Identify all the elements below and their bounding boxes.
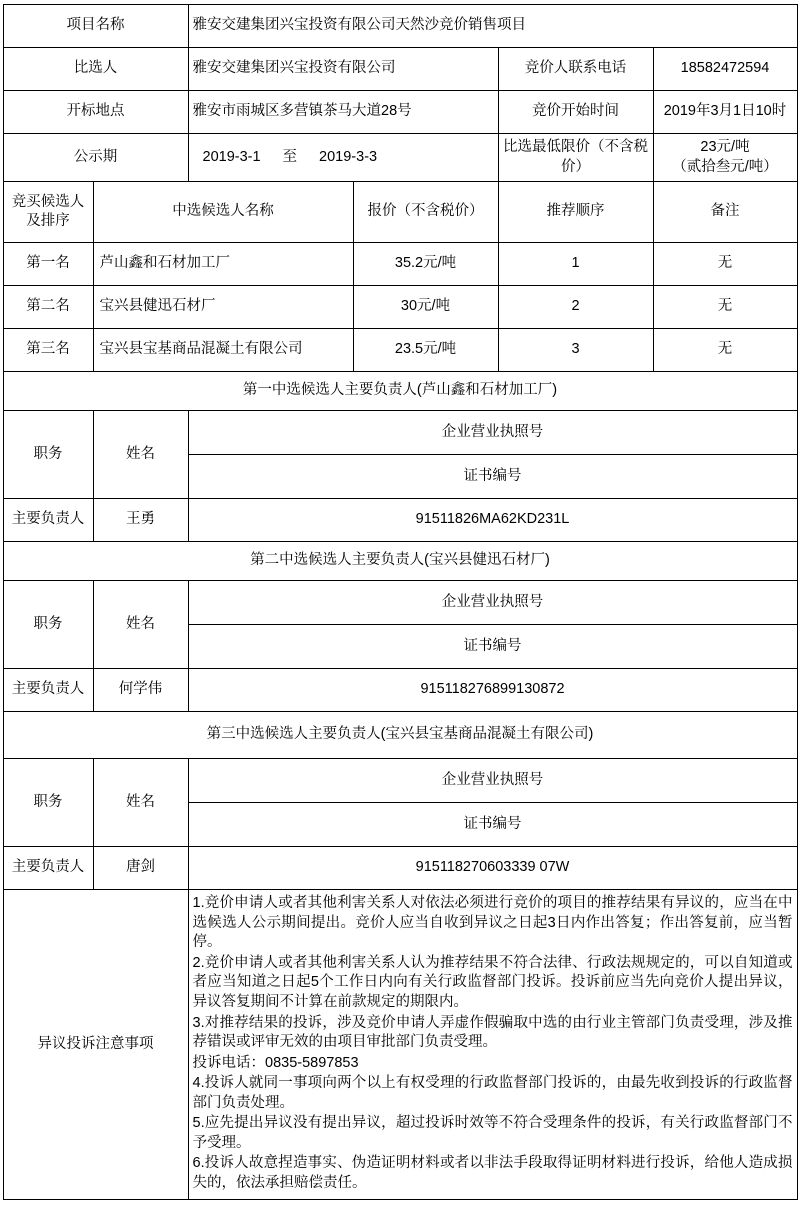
cert-header: 证书编号 <box>188 625 797 669</box>
person-name: 何学伟 <box>93 669 188 712</box>
candidate-order: 2 <box>498 286 653 329</box>
candidate-remark: 无 <box>653 329 797 372</box>
table-row-location <box>3 91 797 134</box>
candidates-rank-header-line1: 竞买候选人 <box>11 193 85 210</box>
table-row <box>3 286 797 329</box>
section-value-row-3 <box>3 847 797 890</box>
section-title: 第三中选候选人主要负责人(宝兴县宝基商品混凝土有限公司) <box>3 712 797 759</box>
duty-header: 职务 <box>3 411 93 499</box>
candidate-price: 35.2元/吨 <box>353 243 498 286</box>
person-name: 唐剑 <box>93 847 188 890</box>
candidate-name: 宝兴县宝基商品混凝土有限公司 <box>93 329 353 372</box>
candidates-rank-header <box>3 182 93 243</box>
person-name: 王勇 <box>93 499 188 542</box>
publicity-period <box>188 134 498 182</box>
project-label: 项目名称 <box>3 5 188 48</box>
license-header: 企业营业执照号 <box>188 759 797 803</box>
candidates-rank-header-line2: 及排序 <box>26 213 70 230</box>
candidate-order: 3 <box>498 329 653 372</box>
section-title: 第一中选候选人主要负责人(芦山鑫和石材加工厂) <box>3 372 797 411</box>
name-header: 姓名 <box>93 581 188 669</box>
section-header-row-2 <box>3 581 797 625</box>
candidates-name-header: 中选候选人名称 <box>93 182 353 243</box>
start-time-value: 2019年3月1日10时 <box>653 91 797 134</box>
candidate-price: 30元/吨 <box>353 286 498 329</box>
bidder-phone-label: 竞价人联系电话 <box>498 48 653 91</box>
section-value-row-1 <box>3 499 797 542</box>
publicity-from: 2019-3-1 <box>202 148 261 165</box>
candidate-name: 宝兴县健迅石材厂 <box>93 286 353 329</box>
candidate-remark: 无 <box>653 286 797 329</box>
notice-label: 异议投诉注意事项 <box>3 890 188 1199</box>
name-header: 姓名 <box>93 759 188 847</box>
section-value-row-2 <box>3 669 797 712</box>
bid-result-table <box>3 4 798 1200</box>
license-header: 企业营业执照号 <box>188 411 797 455</box>
candidates-header-row <box>3 182 797 243</box>
candidate-name: 芦山鑫和石材加工厂 <box>93 243 353 286</box>
table-row-project <box>3 5 797 48</box>
location-label: 开标地点 <box>3 91 188 134</box>
candidates-remark-header: 备注 <box>653 182 797 243</box>
min-price-line2: （贰拾叁元/吨） <box>672 158 778 175</box>
duty-header: 职务 <box>3 581 93 669</box>
bidder-phone-value: 18582472594 <box>653 48 797 91</box>
table-row <box>3 329 797 372</box>
notice-content <box>188 890 797 1199</box>
license-header: 企业营业执照号 <box>188 581 797 625</box>
section-header-row-3 <box>3 759 797 803</box>
table-row-publicity <box>3 134 797 182</box>
location-value: 雅安市雨城区多营镇茶马大道28号 <box>188 91 498 134</box>
section-title-row-1 <box>3 372 797 411</box>
section-title-row-2 <box>3 542 797 581</box>
start-time-label: 竞价开始时间 <box>498 91 653 134</box>
duty-header: 职务 <box>3 759 93 847</box>
min-price-line1: 23元/吨 <box>700 139 750 155</box>
table-row-bidder <box>3 48 797 91</box>
notice-row <box>3 890 797 1199</box>
duty-value: 主要负责人 <box>3 847 93 890</box>
notice-item: 3.对推荐结果的投诉，涉及竞价申请人弄虚作假骗取中选的由行业主管部门负责受理，涉及推荐错误或评审无效的由项目审批部门负责受理。 <box>192 1014 793 1051</box>
duty-value: 主要负责人 <box>3 669 93 712</box>
candidate-remark: 无 <box>653 243 797 286</box>
notice-item: 1.竞价申请人或者其他利害关系人对依法必须进行竞价的项目的推荐结果有异议的，应当在中选候选人公示期间提出。竞价人应当自收到异议之日起3日内作出答复；作出答复前，应当暂停。 <box>192 895 793 951</box>
candidate-rank: 第一名 <box>3 243 93 286</box>
candidate-rank: 第二名 <box>3 286 93 329</box>
candidate-rank: 第三名 <box>3 329 93 372</box>
duty-value: 主要负责人 <box>3 499 93 542</box>
min-price-label: 比选最低限价（不含税价） <box>498 134 653 182</box>
candidate-price: 23.5元/吨 <box>353 329 498 372</box>
notice-item: 4.投诉人就同一事项向两个以上有权受理的行政监督部门投诉的，由最先收到投诉的行政监督部门负责处理。 <box>192 1075 793 1111</box>
candidate-order: 1 <box>498 243 653 286</box>
table-row <box>3 243 797 286</box>
name-header: 姓名 <box>93 411 188 499</box>
publicity-to: 2019-3-3 <box>319 148 378 165</box>
bidder-value: 雅安交建集团兴宝投资有限公司 <box>188 48 498 91</box>
section-title: 第二中选候选人主要负责人(宝兴县健迅石材厂) <box>3 542 797 581</box>
publicity-label: 公示期 <box>3 134 188 182</box>
notice-item: 2.竞价申请人或者其他利害关系人认为推荐结果不符合法律、行政法规规定的，可以自知道或者应当知道之日起5个工作日内向有关行政监督部门投诉。投诉前应当先向竞价人提出异议，异议答复期间不计算在前款规定的期限内。 <box>192 954 793 1010</box>
notice-item: 5.应先提出异议没有提出异议，超过投诉时效等不符合受理条件的投诉，有关行政监督部门不予受理。 <box>192 1115 793 1151</box>
cert-header: 证书编号 <box>188 803 797 847</box>
project-value: 雅安交建集团兴宝投资有限公司天然沙竞价销售项目 <box>188 5 797 48</box>
license-no: 915118276899130872 <box>188 669 797 712</box>
candidates-order-header: 推荐顺序 <box>498 182 653 243</box>
bidder-label: 比选人 <box>3 48 188 91</box>
section-header-row-1 <box>3 411 797 455</box>
notice-item: 6.投诉人故意捏造事实、伪造证明材料或者以非法手段取得证明材料进行投诉，给他人造成损失的，依法承担赔偿责任。 <box>192 1155 793 1191</box>
candidates-price-header: 报价（不含税价） <box>353 182 498 243</box>
cert-header: 证书编号 <box>188 455 797 499</box>
notice-phone: 投诉电话：0835-5897853 <box>192 1054 359 1071</box>
min-price-value <box>653 134 797 182</box>
publicity-to-word: 至 <box>282 148 298 165</box>
license-no: 915118270603339 07W <box>188 847 797 890</box>
section-title-row-3 <box>3 712 797 759</box>
license-no: 91511826MA62KD231L <box>188 499 797 542</box>
